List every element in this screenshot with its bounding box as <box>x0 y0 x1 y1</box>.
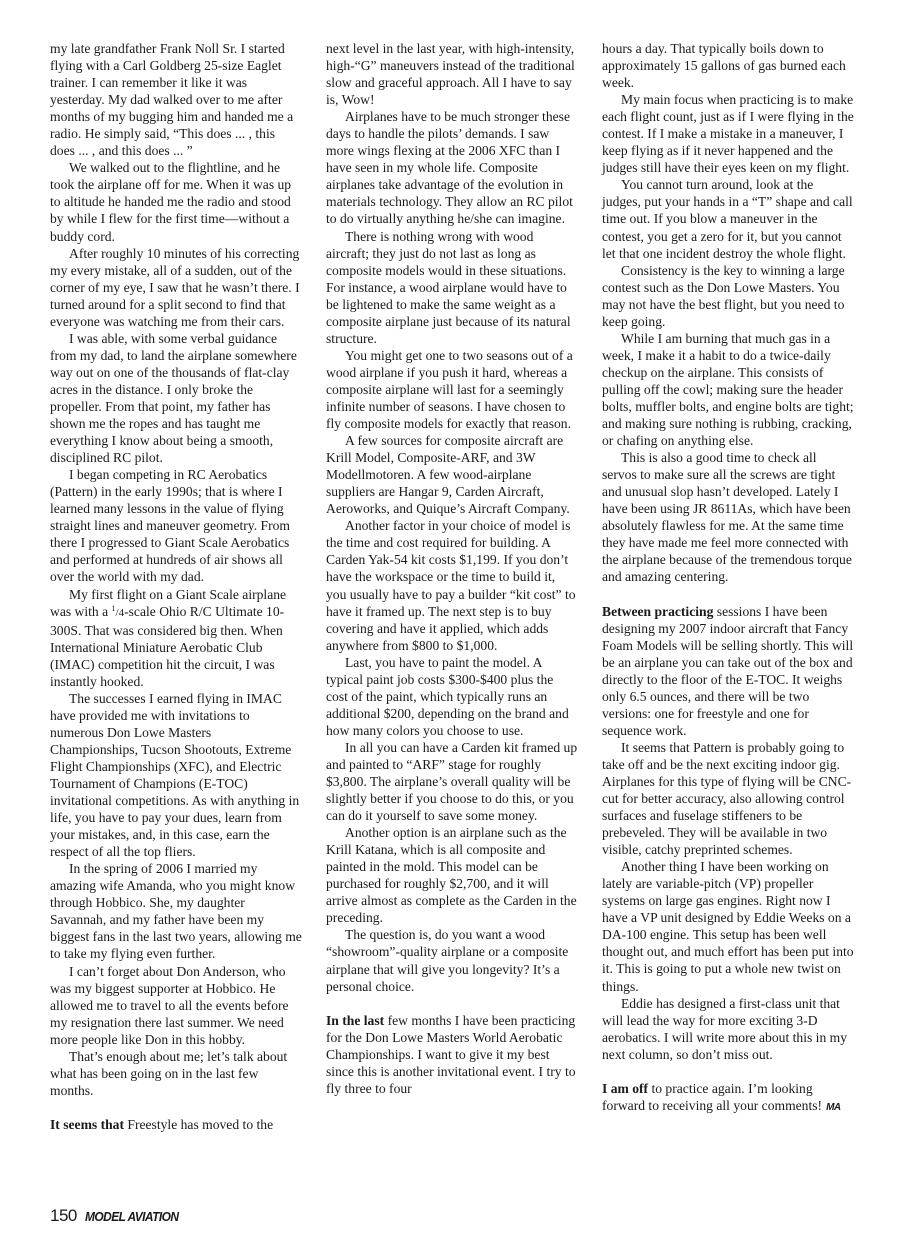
article-column-3 <box>602 40 854 1116</box>
paragraph: I can’t forget about Don Anderson, who was my biggest supporter at Hobbico. He allowed me to travel to all the events before my resignation there last summer. We need more people like Don in this hobby. <box>50 963 289 1047</box>
paragraph: Consistency is the key to winning a large contest such as the Don Lowe Masters. You may not have the best flight, but you need to keep going. <box>602 262 845 329</box>
paragraph: In the last few months I have been practicing for the Don Lowe Masters World Aerobatic Championships. I want to give it my best since this is another invitational event. I try to fly three to four <box>326 1012 576 1096</box>
article-column-2 <box>326 40 578 1097</box>
signoff-mark: MA <box>826 1101 841 1113</box>
paragraph: hours a day. That typically boils down to approximately 15 gallons of gas burned each week. <box>602 41 846 91</box>
paragraph: While I am burning that much gas in a week, I make it a habit to do a twice-daily checkup on the airplane. This consists of pulling off the cowl; making sure the header bolts, muffler bolts, and engine bolts are tight; and making sure nothing is rubbing, cracking, or chafing on anything else. <box>602 330 854 449</box>
paragraph: next level in the last year, with high-intensity, high-“G” maneuvers instead of the traditional slow and graceful approach. All I have to say is, Wow! <box>326 41 575 108</box>
paragraph: Eddie has designed a first-class unit that will lead the way for more exciting 3-D aerobatics. I will write more about this in my next column, so don’t miss out. <box>602 995 848 1062</box>
paragraph: I was able, with some verbal guidance from my dad, to land the airplane somewhere way out on one of the thousands of flat-clay acres in the distance. I only broke the propeller. From that point, my father has shown me the ropes and has taught me everything I know about being a smooth, disciplined RC pilot. <box>50 330 297 466</box>
paragraph: Another factor in your choice of model is the time and cost required for building. A Carden Yak-54 kit costs $1,199. If you don’t have the workspace or the time to build it, you usually have to pay a builder “kit cost” to have it framed up. The next step is to buy covering and have it applied, which adds anywhere from $800 to $1,000. <box>326 518 576 653</box>
paragraph: The successes I earned flying in IMAC have provided me with invitations to numerous Don Lowe Masters Championships, Tucson Shootouts, Extreme Flight Championships (XFC), and Electric Tournament of Champions (E-TOC) invitational competitions. As with anything in life, you have to pay your dues, learn from your mistakes, and, in this case, earn the respect of all the top fliers. <box>50 690 300 860</box>
magazine-name: MODEL AVIATION <box>84 1209 179 1224</box>
paragraph: After roughly 10 minutes of his correcting my every mistake, all of a sudden, out of the corner of my eye, I saw that he wasn’t there. I turned around for a split second to find that everyone was watching me from their cars. <box>50 245 300 329</box>
section-lead-in: Between practicing <box>602 603 714 619</box>
paragraph: This is also a good time to check all servos to make sure all the screws are tight and unusual slop hasn’t developed. Lately I have been using JR 8611As, which have been absolutely flawless for me. At the same time they have made me feel more connected with the airplane because of the tremendous torque and amazing centering. <box>602 450 852 585</box>
paragraph: You might get one to two seasons out of a wood airplane if you push it hard, whereas a composite airplane will last for a seemingly infinite number of seasons. I have chosen to fly composite models for exactly that reason. <box>326 347 573 432</box>
paragraph: I am off to practice again. I’m looking forward to receiving all your comments! MA <box>602 1080 841 1113</box>
section-lead-in: It seems that <box>50 1116 124 1132</box>
paragraph: You cannot turn around, look at the judges, put your hands in a “T” shape and call time out. If you blow a maneuver in the contest, you get a zero for it, but you cannot let that one incident destroy the whole flight. <box>602 177 853 261</box>
paragraph: In the spring of 2006 I married my amazing wife Amanda, who you might know through Hobbico. She, my daughter Savannah, and my father have been my biggest fans in the last two years, allowing me to take my flying even further. <box>50 861 302 962</box>
paragraph: Between practicing sessions I have been designing my 2007 indoor aircraft that Fancy Foam Models will be selling shortly. This will be an airplane you can take out of the box and directly to the floor of the E-TOC. It weighs only 6.5 ounces, and there will be two versions: one for freestyle and one for sequence work. <box>602 603 854 738</box>
paragraph: We walked out to the flightline, and he took the airplane off for me. When it was up to altitude he handed me the radio and stood by while I flew for the first time—without a buddy cord. <box>50 160 292 244</box>
paragraph: Airplanes have to be much stronger these days to handle the pilots’ demands. I saw more wings flexing at the 2006 XFC than I have seen in my whole life. Composite airplanes take advantage of the evolution in materials technology. They allow an RC pilot to do virtually anything he/she can imagine. <box>326 109 573 227</box>
paragraph: I began competing in RC Aerobatics (Pattern) in the early 1990s; that is where I learned many lessons in the value of flying straight lines and maneuver geometry. From there I progressed to Giant Scale Aerobatics and performed at hundreds of air shows all over the world with my dad. <box>50 467 290 585</box>
paragraph: Last, you have to paint the model. A typical paint job costs $300-$400 plus the cost of the paint, which typically runs an additional $200, depending on the brand and how many colors you choose to use. <box>326 654 569 738</box>
page-number: 150 <box>50 1206 77 1225</box>
section-lead-in: I am off <box>602 1080 649 1096</box>
paragraph: It seems that Freestyle has moved to the <box>50 1116 274 1132</box>
scale-fraction: $^1$/4 <box>111 603 125 619</box>
paragraph: It seems that Pattern is probably going to take off and be the next exciting indoor gig. Airplanes for this type of flying will be CNC-cut for better accuracy, also allowing control surfaces and fuselage stiffeners to be prebeveled. They will be available in two visible, catchy preprinted schemes. <box>602 739 852 858</box>
paragraph: My first flight on a Giant Scale airplane was with a $^1$/4-scale Ohio R/C Ultimate 10-300S. That was considered big then. When International Miniature Aerobatic Club (IMAC) competition hit the circuit, I was instantly hooked. <box>50 586 287 689</box>
paragraph: That’s enough about me; let’s talk about what has been going on in the last few months. <box>50 1048 288 1098</box>
paragraph: A few sources for composite aircraft are Krill Model, Composite-ARF, and 3W Modellmotoren. A few wood-airplane suppliers are Hangar 9, Carden Aircraft, Aeroworks, and Quique’s Aircraft Company. <box>326 433 570 517</box>
paragraph: My main focus when practicing is to make each flight count, just as if I were flying in the contest. If I make a mistake in a maneuver, I keep flying as if it never happened and the judges still have their eyes keen on my flight. <box>602 92 854 176</box>
paragraph: The question is, do you want a wood “showroom”-quality airplane or a composite airplane that will give you longevity? It’s a personal choice. <box>326 927 569 994</box>
paragraph: In all you can have a Carden kit framed up and painted to “ARF” stage for roughly $3,800. The airplane’s overall quality will be slightly better if you choose to do this, or you can do it yourself to save some money. <box>326 739 578 824</box>
section-lead-in: In the last <box>326 1012 385 1028</box>
paragraph: Another option is an airplane such as the Krill Katana, which is all composite and painted in the mold. This model can be purchased for roughly $2,700, and it will arrive almost as complete as the Carden in the preceding. <box>326 825 577 926</box>
paragraph: There is nothing wrong with wood aircraft; they just do not last as long as composite models would in these situations. For instance, a wood airplane would have to be lightened to make the same weight as a composite airplane just because of its natural structure. <box>326 228 571 346</box>
paragraph: my late grandfather Frank Noll Sr. I started flying with a Carl Goldberg 25-size Eaglet trainer. I can remember it like it was yesterday. My dad walked over to me after months of my bugging him and handed me a radio. He simply said, “This does ... , this does ... , and this does ... ” <box>50 41 294 159</box>
page-footer <box>50 1206 187 1226</box>
paragraph: Another thing I have been working on lately are variable-pitch (VP) propeller systems on large gas engines. Right now I have a VP unit designed by Eddie Weeks on a DA-100 engine. This setup has been well thought out, and much effort has been put into it. This is going to put a whole new twist on things. <box>602 859 854 994</box>
article-column-1 <box>50 40 302 1133</box>
